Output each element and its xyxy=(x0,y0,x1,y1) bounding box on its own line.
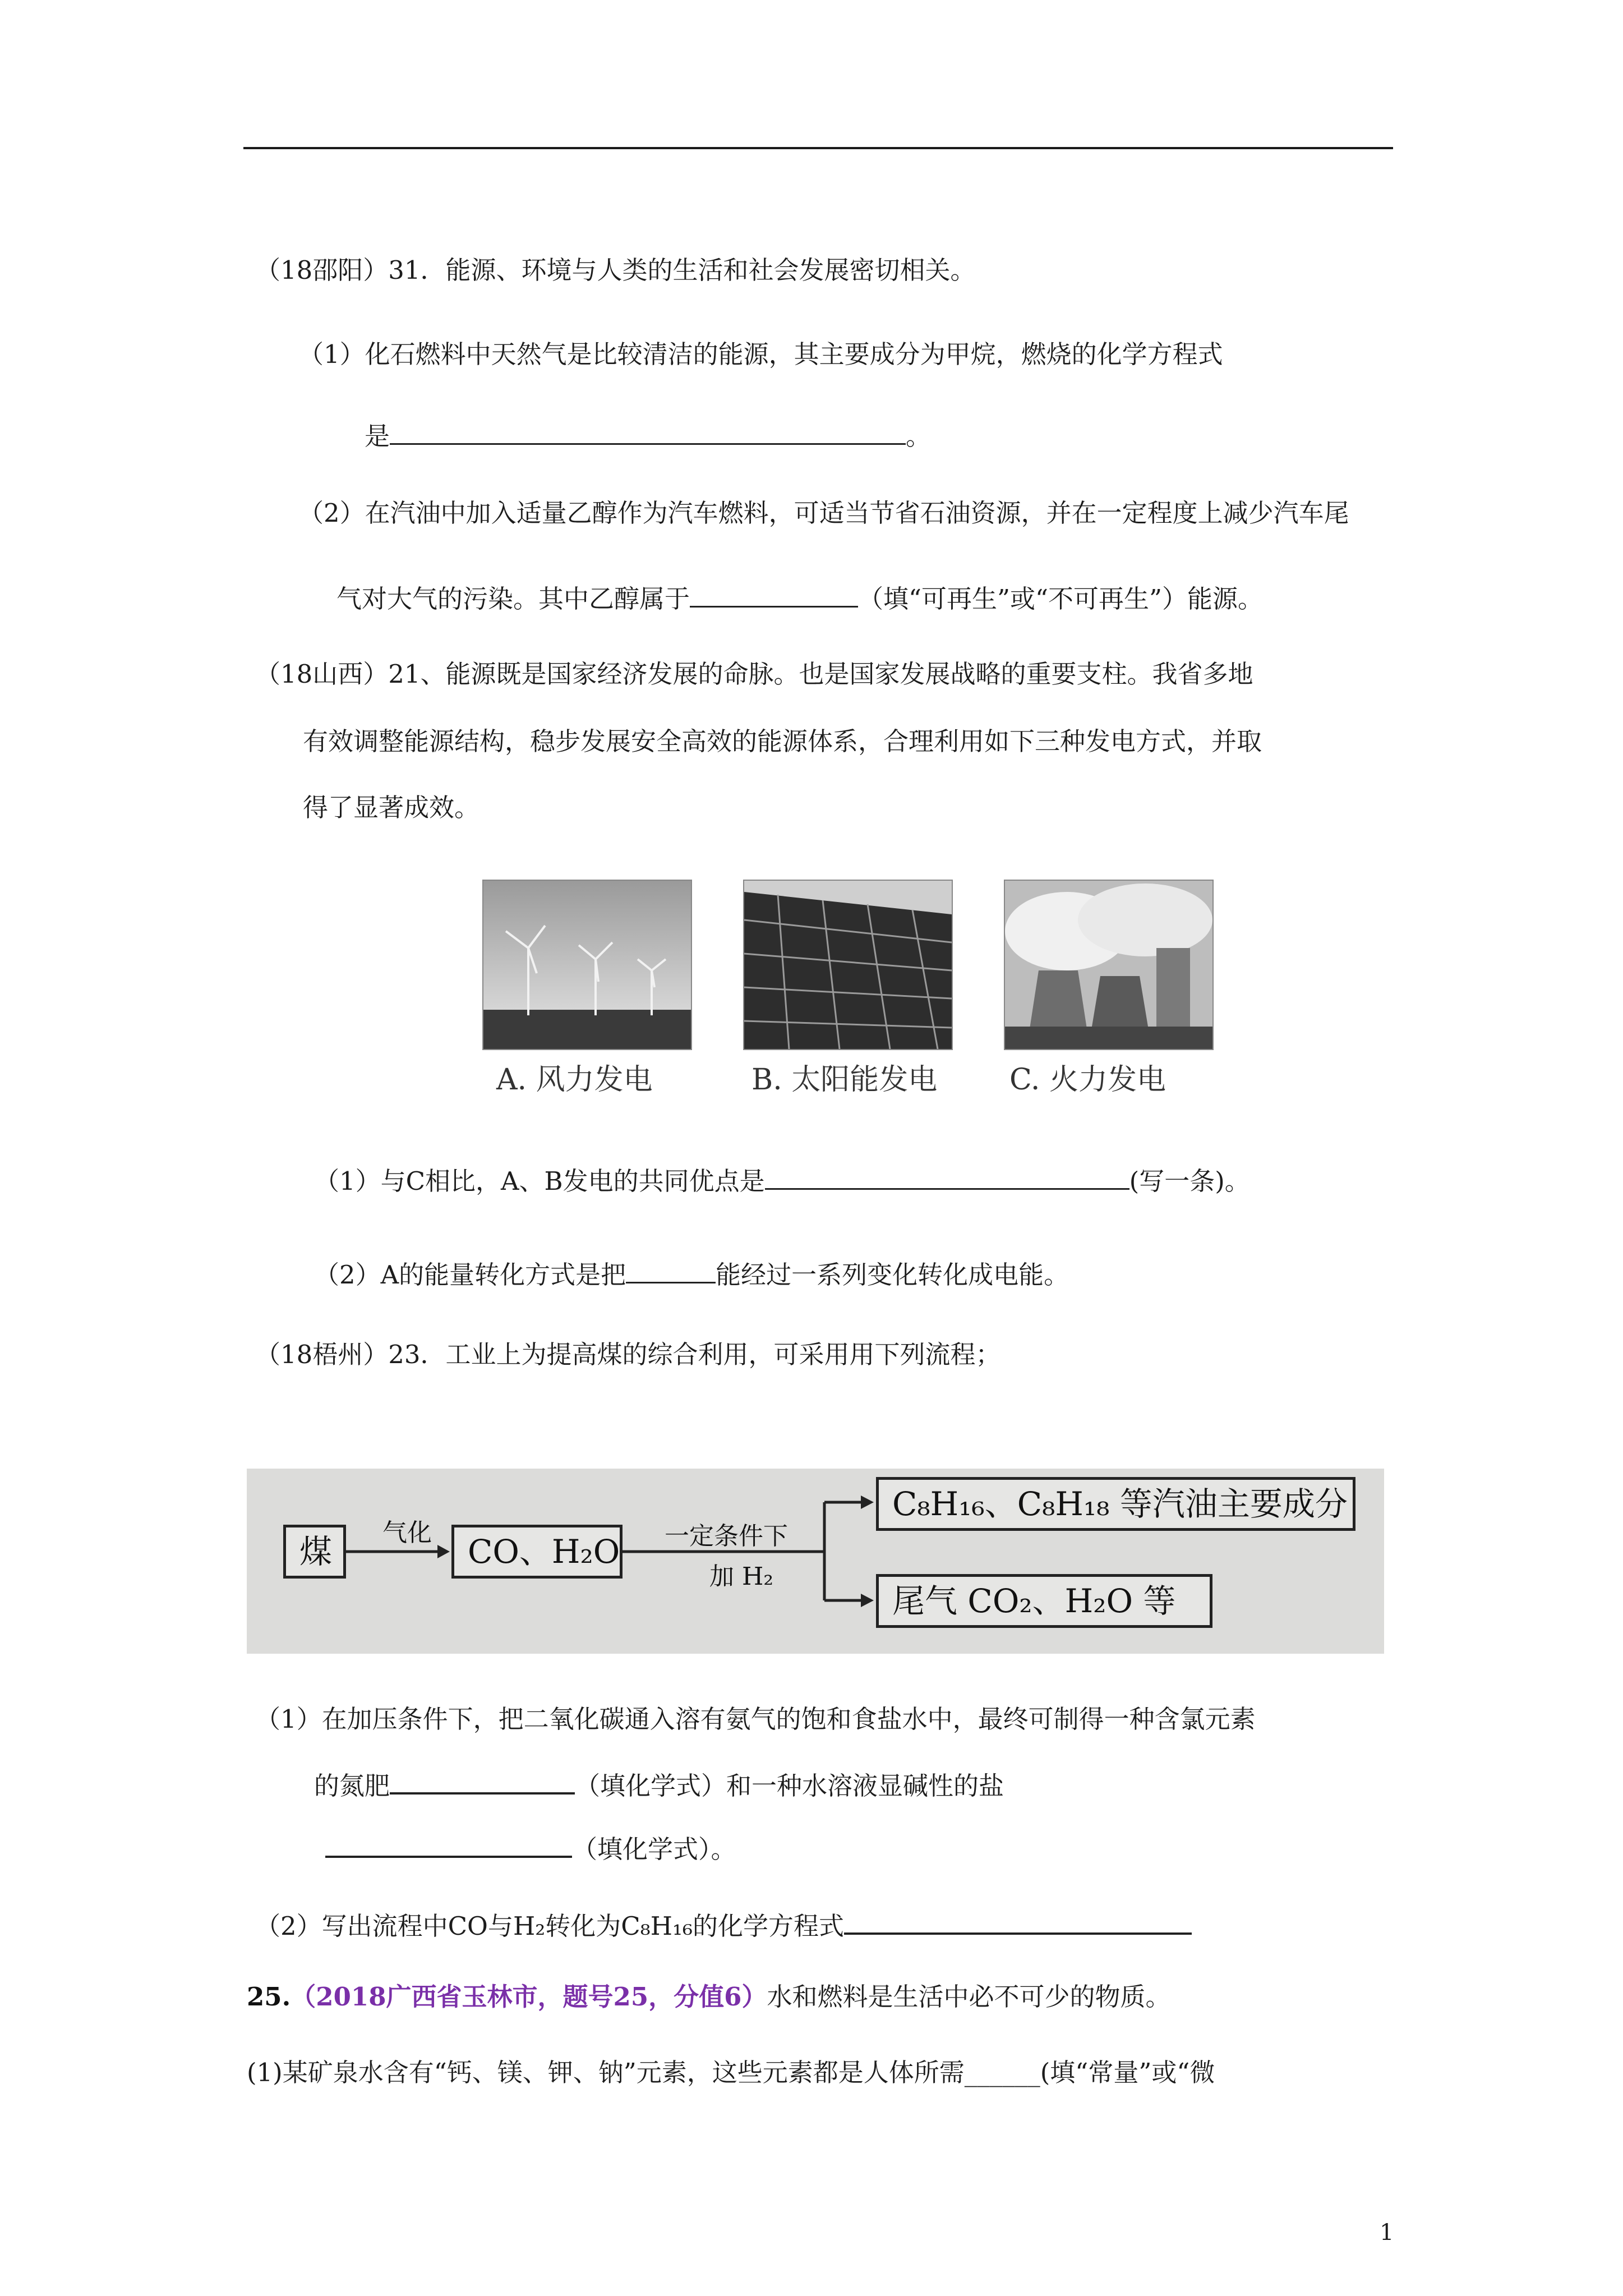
coal-box: 煤 xyxy=(283,1525,346,1579)
q21-answer-blank-2[interactable] xyxy=(626,1254,716,1283)
q23-part1-line2 xyxy=(314,1764,1004,1803)
q21-intro-line3: 得了显著成效。 xyxy=(303,793,480,822)
q23-part1-line1: （1）在加压条件下，把二氧化碳通入溶有氨气的饱和食盐水中，最终可制得一种含氯元素 xyxy=(255,1704,1256,1734)
page-number: 1 xyxy=(1380,2220,1394,2246)
q31-part1-line2 xyxy=(365,415,931,453)
solar-power-photo xyxy=(743,880,953,1050)
add-h2-label: 加 H₂ xyxy=(709,1562,773,1591)
q23-part1-line3 xyxy=(325,1828,736,1866)
q25-intro: 水和燃料是生活中必不可少的物质。 xyxy=(767,1982,1171,2012)
q21-intro-line1: （18山西）21、能源既是国家经济发展的命脉。也是国家发展战略的重要支柱。我省多地 xyxy=(255,659,1253,689)
q31-part2-prefix: 气对大气的污染。其中乙醇属于 xyxy=(336,584,690,614)
wind-power-photo xyxy=(482,880,692,1050)
q31-part1-line1: （1）化石燃料中天然气是比较清洁的能源，其主要成分为甲烷，燃烧的化学方程式 xyxy=(298,339,1223,369)
q31-part1-suffix: 。 xyxy=(906,421,932,451)
q25-source: （2018广西省玉林市，题号25，分值6） xyxy=(291,1982,767,2012)
q23-part1-suffix: （填化学式）和一种水溶液显碱性的盐 xyxy=(575,1771,1004,1801)
q25-number: 25. xyxy=(247,1982,291,2012)
q31-answer-blank-1[interactable] xyxy=(390,415,906,445)
q25-part1: (1)某矿泉水含有“钙、镁、钾、钠”元素，这些元素都是人体所需______(填“常量”或“微 xyxy=(247,2058,1215,2087)
q23-part2 xyxy=(255,1904,1192,1943)
q21-part1-prefix: （1）与C相比，A、B发电的共同优点是 xyxy=(314,1166,765,1196)
coal-process-flow-diagram xyxy=(247,1469,1384,1654)
q23-part1-prefix: 的氮肥 xyxy=(314,1771,390,1801)
q31-part1-prefix: 是 xyxy=(365,421,390,451)
q23-intro: （18梧州）23．工业上为提高煤的综合利用，可采用用下列流程； xyxy=(255,1340,1001,1369)
gasify-label: 气化 xyxy=(382,1519,432,1547)
solar-power-caption: B. 太阳能发电 xyxy=(751,1063,938,1097)
q23-part2-prefix: （2）写出流程中CO与H₂转化为C₈H₁₆的化学方程式 xyxy=(255,1911,845,1941)
q31-intro: （18邵阳）31．能源、环境与人类的生活和社会发展密切相关。 xyxy=(255,255,976,285)
q21-part2-prefix: （2）A的能量转化方式是把 xyxy=(314,1260,626,1290)
q31-part2-line2 xyxy=(336,578,1263,616)
gasoline-box: C₈H₁₆、C₈H₁₈ 等汽油主要成分 xyxy=(876,1477,1355,1531)
q21-part1 xyxy=(314,1160,1250,1198)
q23-answer-blank-1[interactable] xyxy=(390,1764,575,1795)
q21-intro-line2: 有效调整能源结构，稳步发展安全高效的能源体系，合理利用如下三种发电方式，并取 xyxy=(303,726,1262,756)
condition-label: 一定条件下 xyxy=(665,1522,788,1550)
q31-answer-blank-2[interactable] xyxy=(690,578,858,608)
q21-part2 xyxy=(314,1254,1069,1292)
q23-answer-blank-3[interactable] xyxy=(844,1904,1192,1935)
q31-part2-line1: （2）在汽油中加入适量乙醇作为汽车燃料，可适当节省石油资源，并在一定程度上减少汽车尾 xyxy=(298,498,1349,528)
q21-part2-suffix: 能经过一系列变化转化成电能。 xyxy=(716,1260,1069,1290)
thermal-power-caption: C. 火力发电 xyxy=(1009,1063,1166,1097)
header-rule xyxy=(243,147,1393,149)
q21-answer-blank-1[interactable] xyxy=(765,1160,1129,1190)
q25-heading xyxy=(247,1980,1171,2014)
thermal-power-photo xyxy=(1004,880,1214,1050)
co-h2o-box: CO、H₂O xyxy=(451,1525,623,1579)
q21-part1-suffix: (写一条)。 xyxy=(1129,1166,1250,1196)
exhaust-box: 尾气 CO₂、H₂O 等 xyxy=(876,1574,1212,1628)
q31-part2-suffix: （填“可再生”或“不可再生”）能源。 xyxy=(858,584,1264,614)
q23-answer-blank-2[interactable] xyxy=(325,1828,572,1858)
wind-power-caption: A. 风力发电 xyxy=(496,1063,653,1097)
q23-part1-line3-suffix: （填化学式）。 xyxy=(572,1834,736,1864)
